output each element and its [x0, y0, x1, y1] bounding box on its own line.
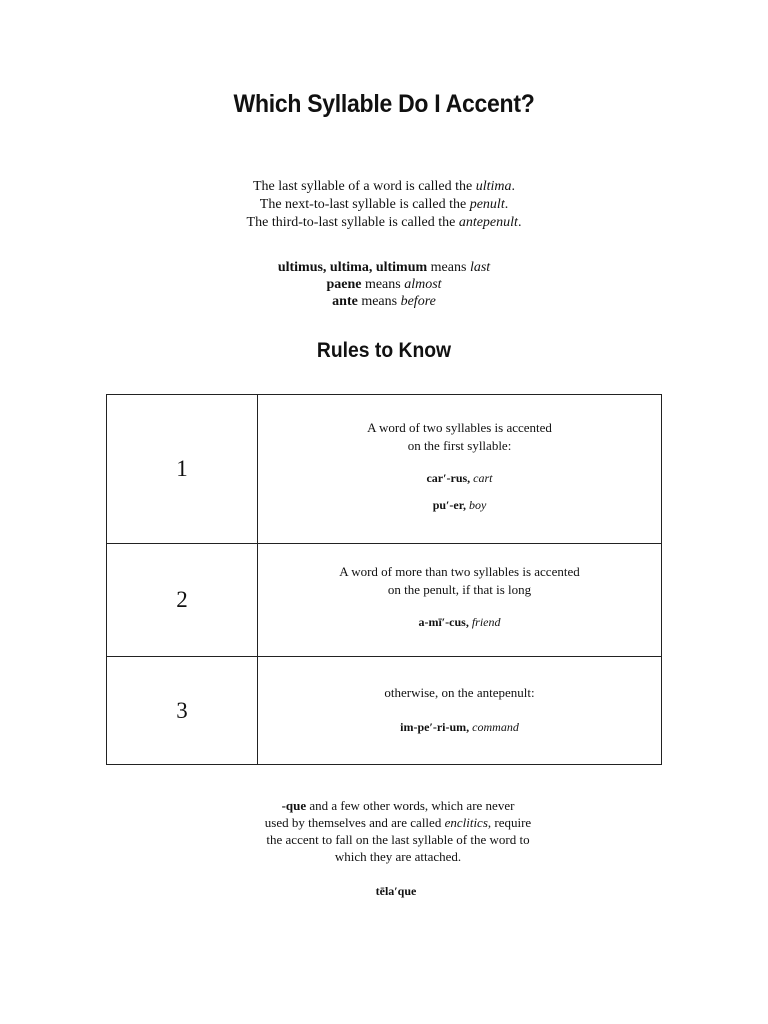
enclitic-text: used by themselves and are called [264, 815, 445, 830]
rules-heading: Rules to Know [316, 339, 452, 362]
example-english: boy [468, 498, 487, 512]
example-english: command [472, 720, 519, 734]
example-latin: car′-rus, [426, 471, 471, 485]
rule-description [258, 657, 661, 791]
latin-word: paene [326, 277, 362, 292]
means-text: means [427, 260, 470, 275]
rule-line: on the first syllable: [407, 438, 512, 453]
gloss: almost [404, 277, 442, 292]
rule-number: 1 [107, 395, 258, 543]
latin-word: ultimus, ultima, ultimum [277, 260, 428, 275]
rule-number: 2 [107, 544, 258, 656]
rule-line: A word of more than two syllables is accented [339, 564, 580, 579]
enclitic-line: which they are attached. [334, 849, 462, 864]
penult-definition [0, 196, 768, 214]
example-latin: pu′-er, [432, 498, 466, 512]
ultima-definition [0, 178, 768, 196]
meaning-ante [0, 293, 768, 310]
page-title: Which Syllable Do I Accent? [233, 90, 535, 118]
enclitic-line [218, 814, 578, 831]
rules-table [106, 394, 662, 765]
meaning-ultimus [0, 259, 768, 276]
intro-definitions [0, 178, 768, 232]
means-text: means [361, 277, 405, 292]
antepenult-definition [0, 214, 768, 232]
enclitic-example: tēla′que [375, 884, 417, 898]
rule-line: otherwise, on the antepenult: [384, 685, 535, 700]
rule-line: A word of two syllables is accented [367, 420, 552, 435]
example-latin: im-pe′-ri-um, [400, 720, 470, 734]
rule-number: 3 [107, 657, 258, 764]
rule-example [258, 718, 661, 736]
rule-description [258, 395, 661, 567]
means-text: means [357, 294, 401, 309]
term-ultima: ultima [475, 179, 512, 194]
que-word: -que [281, 798, 307, 813]
rule-example [258, 469, 661, 487]
example-english: friend [471, 615, 501, 629]
period: . [517, 215, 522, 230]
latin-word: ante [332, 294, 358, 309]
enclitic-line [218, 797, 578, 814]
example-english: cart [473, 471, 493, 485]
enclitic-text: and a few other words, which are never [306, 798, 515, 813]
rule-example [258, 496, 661, 514]
enclitics-term: enclitics [444, 815, 488, 830]
definition-text: The next-to-last syllable is called the [259, 197, 470, 212]
rule-row-2 [107, 544, 661, 657]
enclitic-text: , require [487, 815, 532, 830]
rule-line: on the penult, if that is long [387, 582, 532, 597]
example-latin: a-mī′-cus, [418, 615, 469, 629]
period: . [504, 197, 509, 212]
rule-description [258, 544, 661, 675]
rule-example [258, 613, 661, 631]
term-antepenult: antepenult [458, 215, 518, 230]
term-penult: penult [469, 197, 505, 212]
period: . [511, 179, 516, 194]
gloss: before [400, 294, 436, 309]
rule-row-3 [107, 657, 661, 764]
enclitic-line: the accent to fall on the last syllable of the word to [266, 832, 530, 847]
meaning-paene [0, 276, 768, 293]
definition-text: The last syllable of a word is called the [252, 179, 476, 194]
definition-text: The third-to-last syllable is called the [246, 215, 459, 230]
rule-row-1 [107, 395, 661, 544]
word-meanings [0, 259, 768, 310]
gloss: last [469, 260, 491, 275]
enclitic-note [218, 797, 578, 865]
